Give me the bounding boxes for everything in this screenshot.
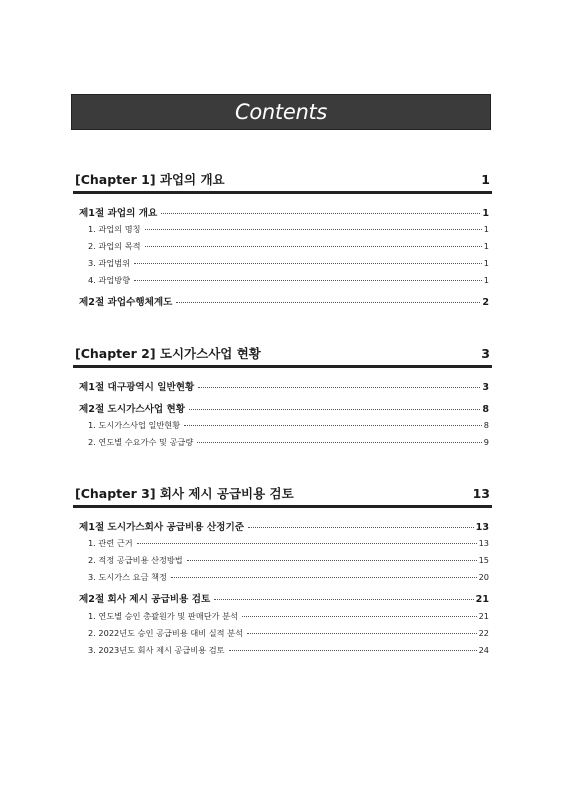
leader-dots — [145, 229, 482, 230]
leader-dots — [171, 577, 477, 578]
leader-dots — [189, 409, 480, 410]
toc-section[interactable] — [79, 294, 489, 308]
item-title: 2. 연도별 수요가수 및 공급량 — [88, 437, 194, 447]
leader-dots — [229, 650, 477, 651]
item-page: 15 — [478, 555, 489, 565]
item-title: 2. 2022년도 승인 공급비용 대비 실적 분석 — [88, 628, 243, 638]
item-page: 13 — [478, 538, 489, 548]
chapter-divider — [73, 191, 492, 194]
toc-section[interactable] — [79, 519, 489, 533]
page-title: Contents — [234, 100, 328, 124]
chapter-divider — [73, 505, 492, 508]
section-page: 21 — [475, 594, 489, 605]
toc-item[interactable] — [88, 241, 489, 252]
section-title: 제1절 과업의 개요 — [79, 208, 158, 219]
leader-dots — [145, 246, 482, 247]
section-page: 8 — [482, 404, 489, 415]
chapter-page: 13 — [472, 486, 490, 501]
toc-section[interactable] — [79, 205, 489, 219]
chapter-page: 1 — [481, 172, 490, 187]
leader-dots — [248, 527, 474, 528]
chapter-1-heading[interactable] — [75, 171, 490, 194]
contents-banner — [71, 94, 491, 130]
toc-item[interactable] — [88, 258, 489, 269]
toc-item[interactable] — [88, 420, 489, 431]
leader-dots — [161, 213, 480, 214]
item-title: 2. 과업의 목적 — [88, 241, 141, 251]
item-page: 21 — [478, 611, 489, 621]
item-title: 1. 과업의 명칭 — [88, 224, 141, 234]
leader-dots — [197, 442, 482, 443]
chapter-3-heading[interactable] — [75, 485, 490, 508]
item-page: 1 — [483, 241, 489, 251]
item-page: 1 — [483, 275, 489, 285]
section-page: 1 — [482, 208, 489, 219]
chapter-title: [Chapter 2] 도시가스사업 현황 — [75, 346, 261, 361]
toc-item[interactable] — [88, 572, 489, 583]
toc-item[interactable] — [88, 275, 489, 286]
toc-item[interactable] — [88, 555, 489, 566]
leader-dots — [134, 263, 482, 264]
item-page: 1 — [483, 258, 489, 268]
toc-section[interactable] — [79, 401, 489, 415]
leader-dots — [176, 302, 480, 303]
section-page: 3 — [482, 382, 489, 393]
chapter-title: [Chapter 1] 과업의 개요 — [75, 172, 225, 187]
item-page: 8 — [483, 420, 489, 430]
item-title: 2. 적정 공급비용 산정방법 — [88, 555, 183, 565]
section-page: 2 — [482, 297, 489, 308]
item-page: 9 — [483, 437, 489, 447]
section-title: 제1절 대구광역시 일반현황 — [79, 382, 195, 393]
chapter-divider — [73, 365, 492, 368]
item-title: 1. 연도별 승인 총괄원가 및 판매단가 분석 — [88, 611, 238, 621]
item-page: 22 — [478, 628, 489, 638]
chapter-2-heading[interactable] — [75, 345, 490, 368]
section-title: 제2절 과업수행체계도 — [79, 297, 173, 308]
item-title: 3. 2023년도 회사 제시 공급비용 검토 — [88, 645, 225, 655]
toc-item[interactable] — [88, 538, 489, 549]
item-title: 3. 도시가스 요금 책정 — [88, 572, 167, 582]
section-title: 제2절 도시가스사업 현황 — [79, 404, 186, 415]
toc-item[interactable] — [88, 628, 489, 639]
leader-dots — [187, 560, 477, 561]
toc-section[interactable] — [79, 591, 489, 605]
toc-item[interactable] — [88, 645, 489, 656]
leader-dots — [198, 387, 480, 388]
leader-dots — [184, 425, 482, 426]
toc-item[interactable] — [88, 437, 489, 448]
toc-item[interactable] — [88, 224, 489, 235]
toc-section[interactable] — [79, 379, 489, 393]
item-page: 24 — [478, 645, 489, 655]
section-page: 13 — [475, 522, 489, 533]
leader-dots — [247, 633, 477, 634]
section-title: 제1절 도시가스회사 공급비용 산정기준 — [79, 522, 244, 533]
section-title: 제2절 회사 제시 공급비용 검토 — [79, 594, 211, 605]
item-title: 4. 과업방향 — [88, 275, 131, 285]
leader-dots — [134, 280, 482, 281]
item-page: 20 — [478, 572, 489, 582]
item-title: 1. 관련 근거 — [88, 538, 133, 548]
item-title: 1. 도시가스사업 일반현황 — [88, 420, 181, 430]
leader-dots — [214, 599, 473, 600]
item-title: 3. 과업범위 — [88, 258, 131, 268]
leader-dots — [137, 543, 477, 544]
chapter-page: 3 — [481, 346, 490, 361]
item-page: 1 — [483, 224, 489, 234]
toc-item[interactable] — [88, 611, 489, 622]
leader-dots — [242, 616, 477, 617]
chapter-title: [Chapter 3] 회사 제시 공급비용 검토 — [75, 486, 294, 501]
